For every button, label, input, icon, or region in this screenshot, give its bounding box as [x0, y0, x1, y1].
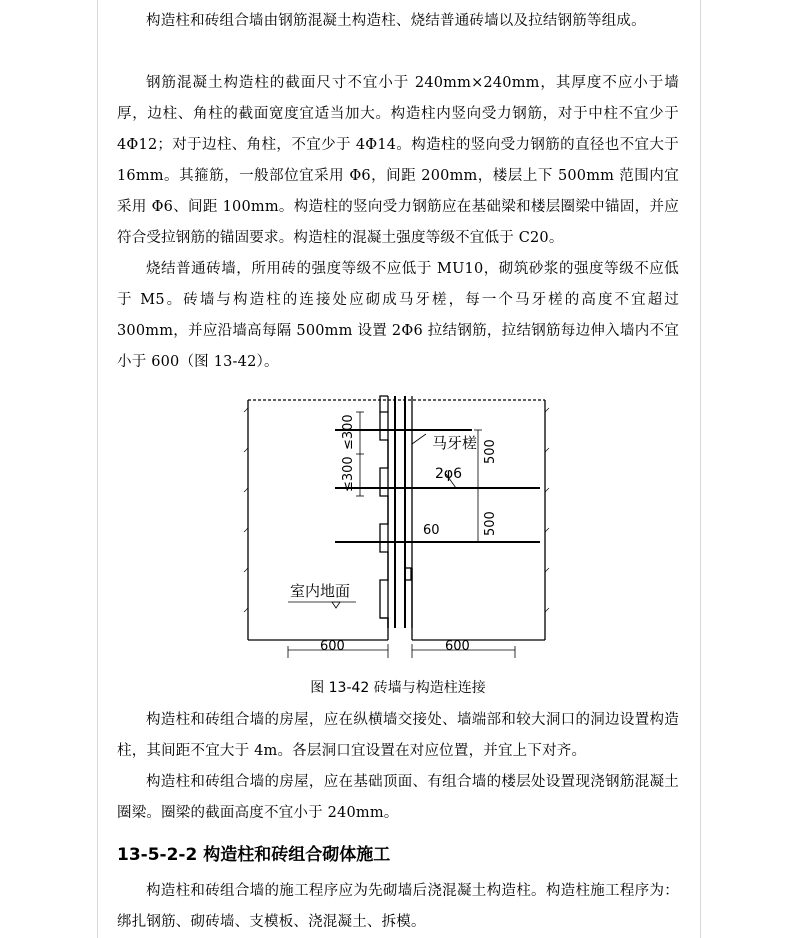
- label-60: 60: [423, 523, 440, 538]
- page-left-edge: [97, 0, 98, 938]
- label-le300-lower: ≤300: [341, 456, 356, 492]
- paragraph-ring-beam: 构造柱和砖组合墙的房屋，应在基础顶面、有组合墙的楼层处设置现浇钢筋混凝土圈梁。圈梁的截面高度不宜小于 240mm。: [117, 774, 679, 821]
- figure-wall-column-connection: [240, 392, 560, 672]
- label-rebar-2phi6: 2φ6: [435, 466, 463, 482]
- label-indoor-floor: 室内地面: [290, 582, 351, 600]
- label-500-top: 500: [483, 439, 498, 464]
- label-500-bottom: 500: [483, 511, 498, 536]
- paragraph-construction-sequence: 构造柱和砖组合墙的施工程序应为先砌墙后浇混凝土构造柱。构造柱施工程序为：绑扎钢筋、砌砖墙、支模板、浇混凝土、拆模。: [117, 883, 679, 930]
- label-600-right: 600: [445, 639, 470, 654]
- page-right-edge: [700, 0, 701, 938]
- label-le300-upper: ≤300: [341, 414, 356, 450]
- paragraph-placement: 构造柱和砖组合墙的房屋，应在纵横墙交接处、墙端部和较大洞口的洞边设置构造柱，其间距不宜大于 4m。各层洞口宜设置在对应位置，并宜上下对齐。: [117, 712, 679, 759]
- paragraph-intro: 构造柱和砖组合墙由钢筋混凝土构造柱、烧结普通砖墙以及拉结钢筋等组成。: [146, 13, 646, 29]
- label-mayacha: 马牙槎: [432, 434, 478, 452]
- paragraph-brick-wall: 烧结普通砖墙，所用砖的强度等级不应低于 MU10，砌筑砂浆的强度等级不应低于 M5。砖墙与构造柱的连接处应砌成马牙槎，每一个马牙槎的高度不宜超过 300mm，并应沿墙高每隔 500mm 设置 2Φ6 拉结钢筋，拉结钢筋每边伸入墙内不宜小于 600（图 13-42）。: [117, 261, 679, 370]
- paragraph-column-spec: 钢筋混凝土构造柱的截面尺寸不宜小于 240mm×240mm，其厚度不应小于墙厚，边柱、角柱的截面宽度宜适当加大。构造柱内竖向受力钢筋，对于中柱不宜少于 4Φ12；对于边柱、角柱，不宜少于 4Φ14。构造柱的竖向受力钢筋的直径也不宜大于 16mm。其箍筋，一般部位宜采用 Φ6，间距 200mm，楼层上下 500mm 范围内宜采用 Φ6、间距 100mm。构造柱的竖向受力钢筋应在基础梁和楼层圈梁中锚固，并应符合受拉钢筋的锚固要求。构造柱的混凝土强度等级不宜低于 C20。: [117, 75, 679, 246]
- label-600-left: 600: [320, 639, 345, 654]
- figure-caption: 图 13-42 砖墙与构造柱连接: [310, 680, 486, 696]
- section-heading: 13-5-2-2 构造柱和砖组合砌体施工: [117, 845, 391, 865]
